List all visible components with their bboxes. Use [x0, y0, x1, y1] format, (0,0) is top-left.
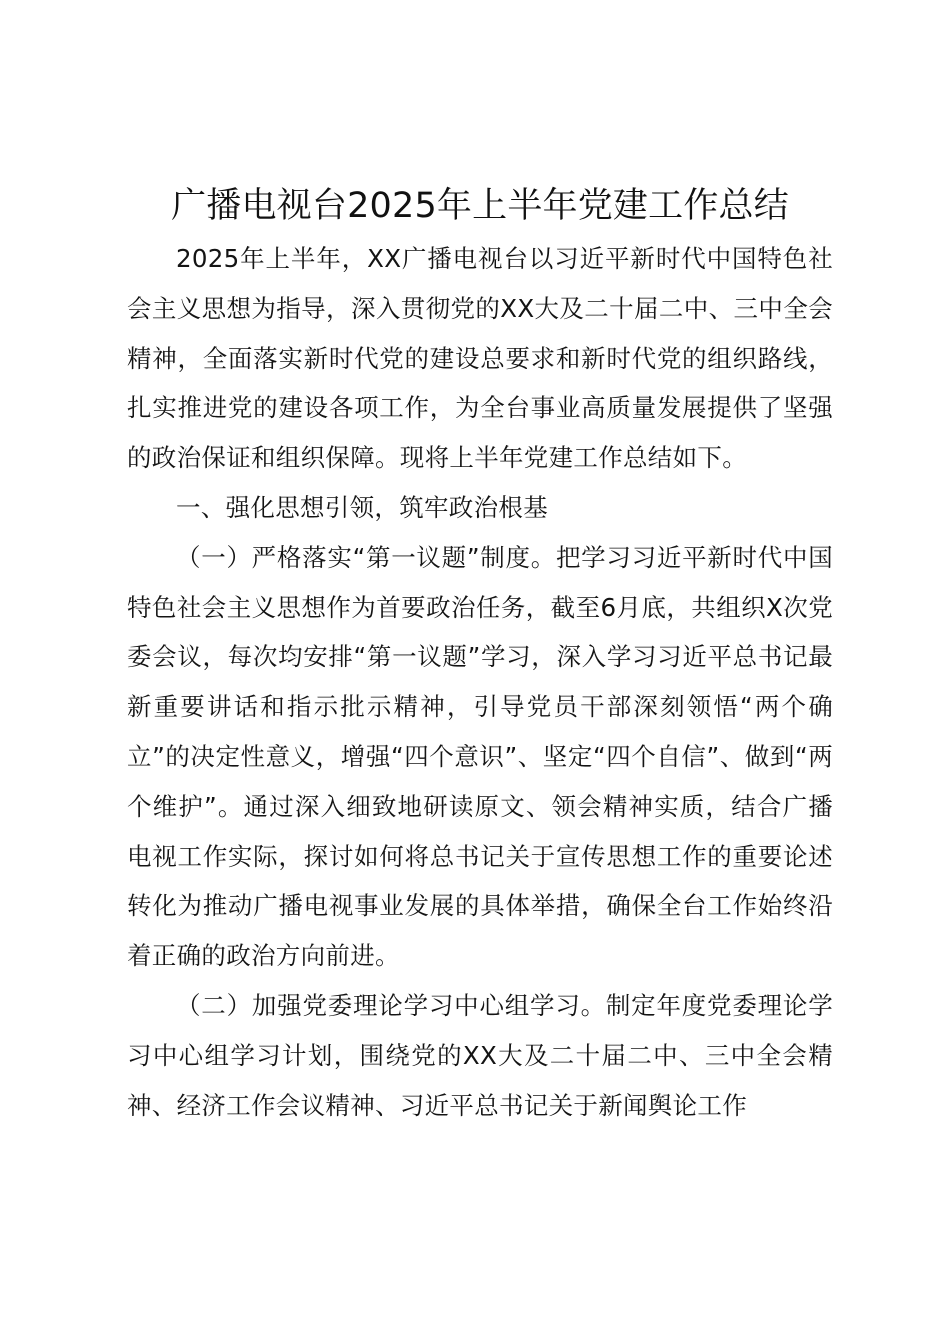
subsection-paragraph-1: （一）严格落实“第一议题”制度。把学习习近平新时代中国特色社会主义思想作为首要政治任务，截至6月底，共组织X次党委会议，每次均安排“第一议题”学习，深入学习习近平总书记最新重要讲话和指示批示精神，引导党员干部深刻领悟“两个确立”的决定性意义，增强“四个意识”、坚定“四个自信”、做到“两个维护”。通过深入细致地研读原文、领会精神实质，结合广播电视工作实际，探讨如何将总书记关于宣传思想工作的重要论述转化为推动广播电视事业发展的具体举措，确保全台工作始终沿着正确的政治方向前进。 — [127, 542, 833, 971]
intro-paragraph: 2025年上半年，XX广播电视台以习近平新时代中国特色社会主义思想为指导，深入贯彻党的XX大及二十届二中、三中全会精神，全面落实新时代党的建设总要求和新时代党的组织路线，扎实推进党的建设各项工作，为全台事业高质量发展提供了坚强的政治保证和组织保障。现将上半年党建工作总结如下。 — [127, 244, 833, 473]
subsection-paragraph-2: （二）加强党委理论学习中心组学习。制定年度党委理论学习中心组学习计划，围绕党的XX大及二十届二中、三中全会精神、经济工作会议精神、习近平总书记关于新闻舆论工作 — [127, 990, 833, 1120]
section-heading-1: 一、强化思想引领，筑牢政治根基 — [176, 492, 548, 522]
document-title: 广播电视台2025年上半年党建工作总结 — [171, 186, 789, 226]
document-body — [127, 178, 833, 1130]
